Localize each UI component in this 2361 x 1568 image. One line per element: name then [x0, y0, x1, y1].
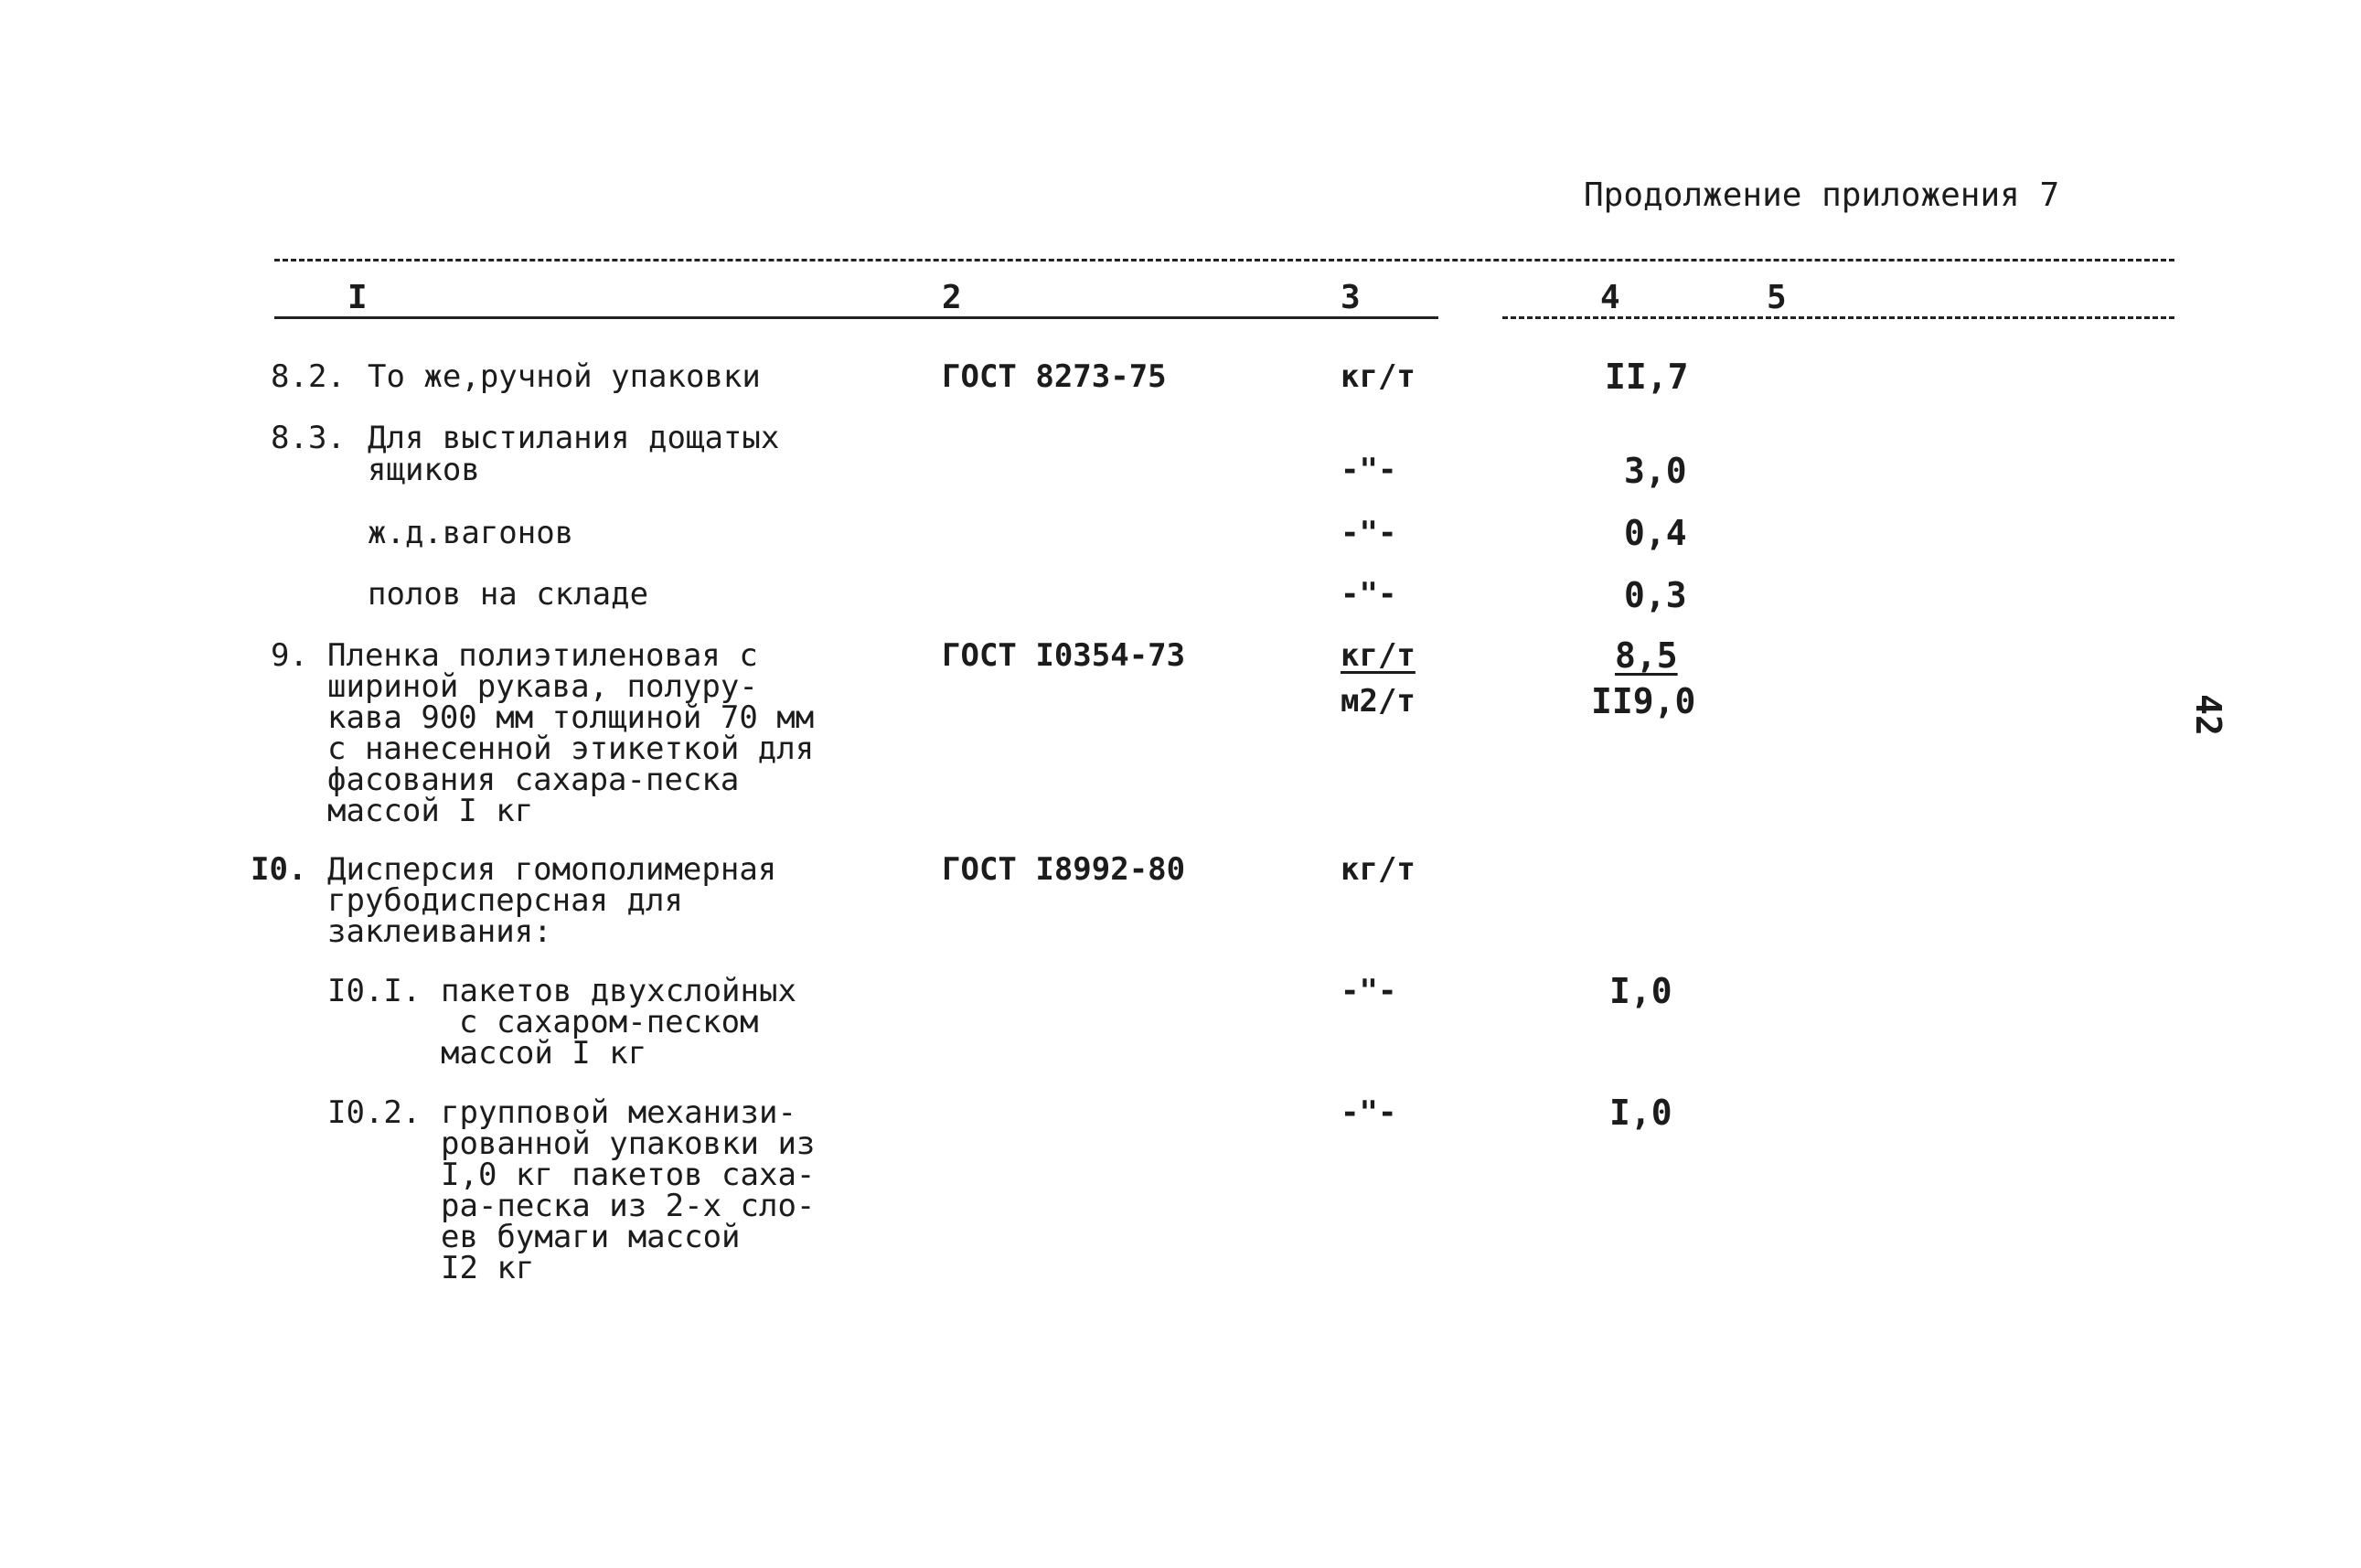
row-description: То же,ручной упаковки [368, 358, 761, 395]
row-standard: ГОСТ I8992-80 [942, 851, 1186, 888]
row-description: ев бумаги массой [441, 1219, 741, 1255]
row-description: I,0 кг пакетов саха- [441, 1157, 816, 1193]
row-unit: -"- [1341, 973, 1397, 1009]
row-value: II,7 [1605, 357, 1689, 397]
row-description: кава 900 мм толщиной 70 мм [327, 699, 815, 736]
row-unit: -"- [1341, 515, 1397, 551]
row-number: I0.2. [327, 1094, 422, 1131]
row-value: I,0 [1609, 971, 1672, 1011]
row-unit: кг/т [1341, 358, 1416, 395]
column-header-1: I [347, 279, 368, 316]
row-value: 0,3 [1624, 575, 1687, 615]
row-description: заклеивания: [327, 913, 552, 950]
row-unit: -"- [1341, 576, 1397, 613]
row-description: грубодисперсная для [327, 882, 683, 919]
row-description: рованной упаковки из [441, 1125, 816, 1162]
row-unit: -"- [1341, 1094, 1397, 1131]
row-unit: кг/т [1341, 851, 1416, 888]
row-value: 8,5 [1615, 635, 1678, 676]
row-value: 0,4 [1624, 513, 1687, 553]
row-description: пакетов двухслойных [441, 973, 796, 1009]
continuation-title: Продолжение приложения 7 [1584, 176, 2060, 214]
row-description: полов на складе [368, 576, 649, 613]
row-description: Для выстилания дощатых [368, 420, 780, 456]
row-number: I0. [251, 851, 307, 888]
row-description: фасования сахара-песка [327, 762, 740, 798]
row-description: ра-песка из 2-х сло- [441, 1188, 816, 1224]
row-description: шириной рукава, полуру- [327, 668, 758, 705]
row-description: с нанесенной этикеткой для [327, 731, 815, 767]
page-number: 42 [2187, 694, 2228, 736]
row-description: групповой механизи- [441, 1094, 796, 1131]
row-description: массой I кг [441, 1035, 647, 1072]
row-description: с сахаром-песком [459, 1004, 759, 1040]
column-header-4: 4 [1600, 279, 1620, 316]
row-standard: ГОСТ 8273-75 [942, 358, 1167, 395]
row-value: I,0 [1609, 1093, 1672, 1133]
header-rule-left [274, 316, 1438, 319]
row-number: I0.I. [327, 973, 422, 1009]
row-unit: -"- [1341, 452, 1397, 488]
row-value-secondary: II9,0 [1591, 681, 1696, 721]
header-rule-right [1502, 316, 2174, 319]
row-number: 8.3. [271, 420, 346, 456]
row-number: 8.2. [271, 358, 346, 395]
table-top-rule [274, 259, 2174, 261]
column-header-3: 3 [1341, 279, 1361, 316]
row-value: 3,0 [1624, 451, 1687, 491]
row-description: массой I кг [327, 793, 534, 829]
row-description: Пленка полиэтиленовая с [327, 637, 758, 674]
row-description: ж.д.вагонов [368, 515, 574, 551]
row-unit-secondary: м2/т [1341, 683, 1416, 720]
row-description: Дисперсия гомополимерная [327, 851, 777, 888]
column-header-2: 2 [942, 279, 962, 316]
row-standard: ГОСТ I0354-73 [942, 637, 1186, 674]
row-description: I2 кг [441, 1250, 535, 1286]
row-number: 9. [271, 637, 308, 674]
column-header-5: 5 [1767, 279, 1787, 316]
row-unit: кг/т [1341, 637, 1416, 674]
row-description: ящиков [368, 452, 480, 488]
